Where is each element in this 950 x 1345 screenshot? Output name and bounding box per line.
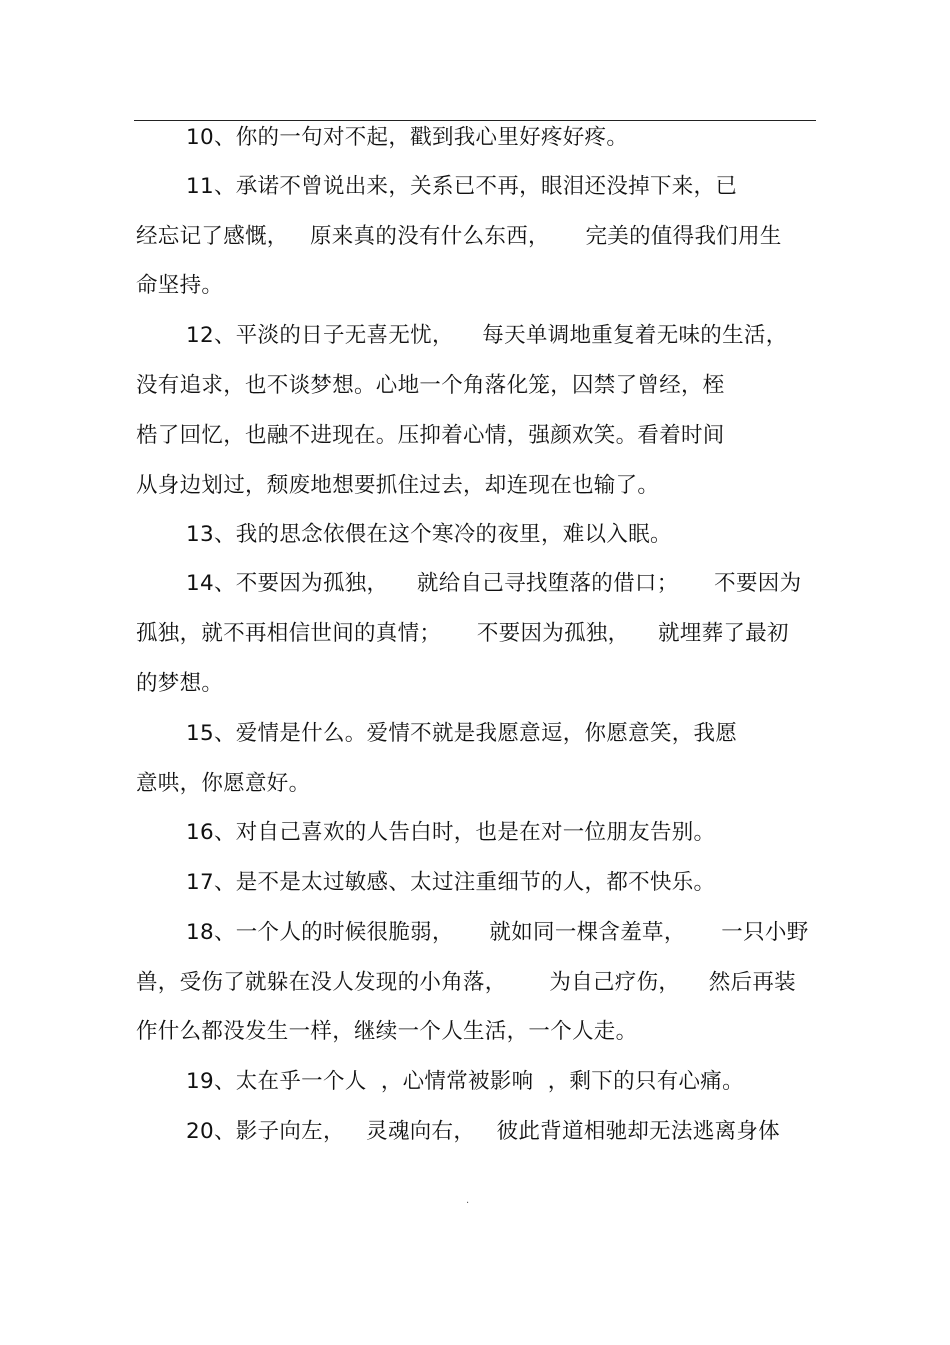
text-line: 11、承诺不曾说出来，关系已不再，眼泪还没掉下来，已 bbox=[186, 174, 738, 199]
text-line: 17、是不是太过敏感、太过注重细节的人，都不快乐。 bbox=[186, 870, 716, 895]
text-line: 命坚持。 bbox=[136, 273, 224, 298]
text-line: 12、平淡的日子无喜无忧， 每天单调地重复着无味的生活， bbox=[186, 323, 788, 348]
text-line: 16、对自己喜欢的人告白时，也是在对一位朋友告别。 bbox=[186, 820, 716, 845]
text-line: 18、一个人的时候很脆弱， 就如同一棵含羞草， 一只小野 bbox=[186, 920, 809, 945]
text-line: 没有追求，也不谈梦想。心地一个角落化笼，囚禁了曾经，桎 bbox=[136, 373, 725, 398]
text-line: 兽，受伤了就躲在没人发现的小角落， 为自己疗伤， 然后再装 bbox=[136, 970, 796, 995]
footer-mark: . bbox=[466, 1195, 470, 1206]
header-rule bbox=[134, 120, 816, 121]
text-line: 孤独，就不再相信世间的真情； 不要因为孤独， 就埋葬了最初 bbox=[136, 621, 789, 646]
text-line: 作什么都没发生一样，继续一个人生活，一个人走。 bbox=[136, 1019, 638, 1044]
text-line: 从身边划过，颓废地想要抓住过去，却连现在也输了。 bbox=[136, 473, 660, 498]
text-line: 19、太在乎一个人 ，心情常被影响 ，剩下的只有心痛。 bbox=[186, 1069, 744, 1094]
text-line: 梏了回忆，也融不进现在。压抑着心情，强颜欢笑。看着时间 bbox=[136, 423, 725, 448]
text-line: 20、影子向左， 灵魂向右， 彼此背道相驰却无法逃离身体 bbox=[186, 1119, 780, 1144]
text-line: 15、爱情是什么。爱情不就是我愿意逗，你愿意笑，我愿 bbox=[186, 721, 738, 746]
text-line: 意哄，你愿意好。 bbox=[136, 771, 311, 796]
text-line: 13、我的思念依偎在这个寒冷的夜里，难以入眠。 bbox=[186, 522, 672, 547]
text-line: 10、你的一句对不起，戳到我心里好疼好疼。 bbox=[186, 125, 629, 150]
text-line: 14、不要因为孤独， 就给自己寻找堕落的借口； 不要因为 bbox=[186, 571, 802, 596]
text-line: 经忘记了感慨， 原来真的没有什么东西， 完美的值得我们用生 bbox=[136, 224, 782, 249]
text-line: 的梦想。 bbox=[136, 671, 224, 696]
